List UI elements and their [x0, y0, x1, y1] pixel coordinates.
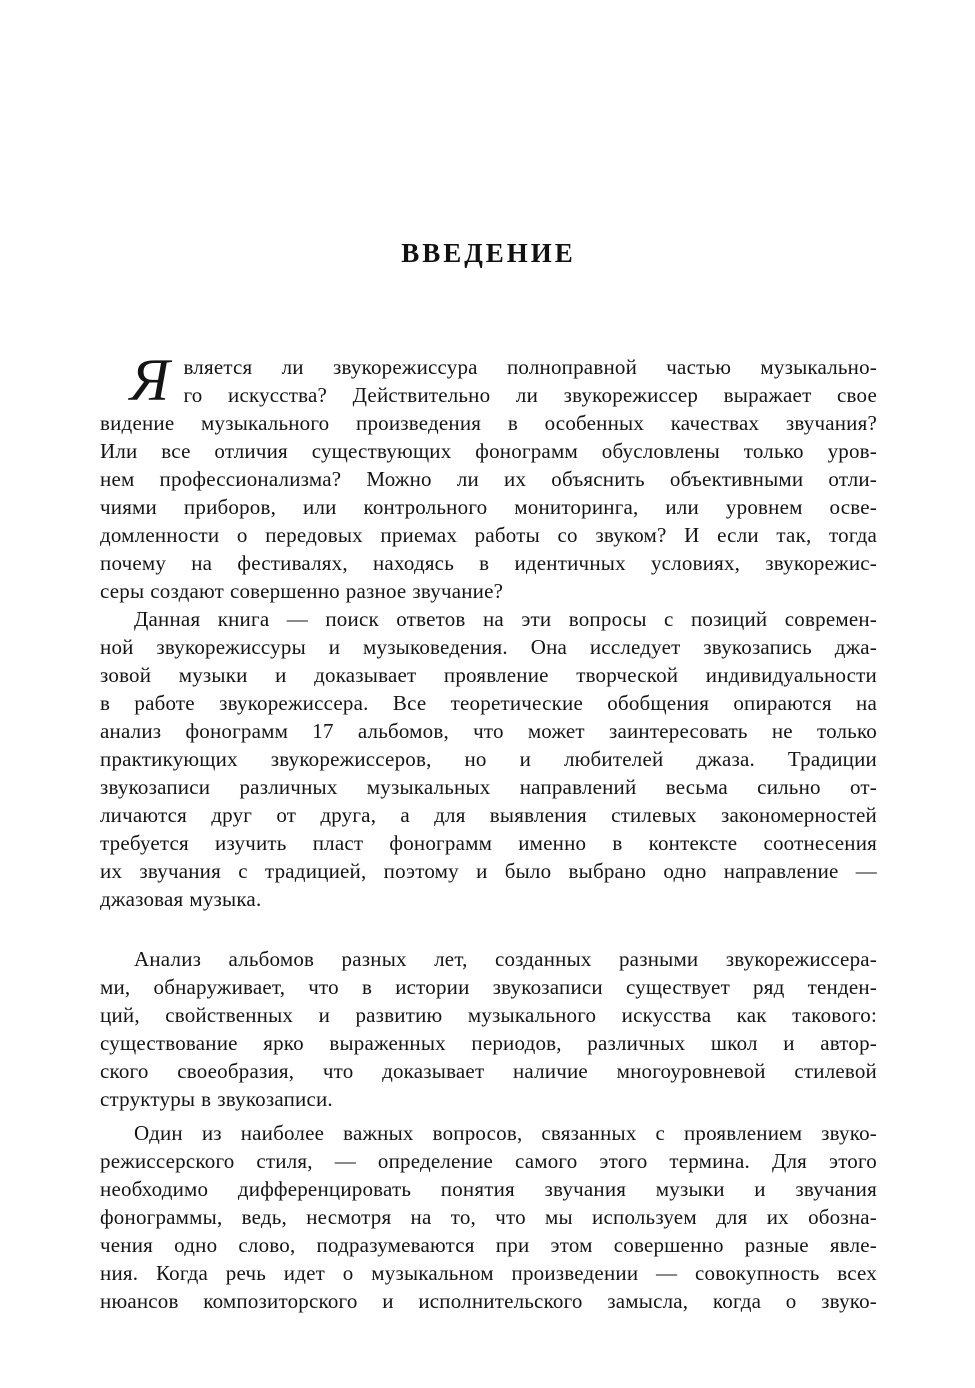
text-line: серы создают совершенно разное звучание?: [100, 579, 504, 603]
text-line: их звучания с традицией, поэтому и было выбрано одно направление —: [100, 859, 877, 883]
text-line: домленности о передовых приемах работы со звуком? И если так, тогда: [100, 523, 877, 547]
text-line: зовой музыки и доказывает проявление творческой индивидуальности: [100, 663, 877, 687]
text-line: анализ фонограмм 17 альбомов, что может заинтересовать не только: [100, 719, 877, 743]
text-line: ми, обнаруживает, что в истории звукозаписи существует ряд тенден-: [100, 975, 877, 999]
text-line: чения одно слово, подразумеваются при этом совершенно разные явле-: [100, 1233, 877, 1257]
text-line: вляется ли звукорежиссура полноправной частью музыкально-: [183, 355, 877, 379]
text-line: нем профессионализма? Можно ли их объяснить объективными отли-: [100, 467, 877, 491]
text-line: необходимо дифференцировать понятия звучания музыки и звучания: [100, 1177, 877, 1201]
drop-cap: Я: [130, 347, 170, 413]
text-line: звукозаписи различных музыкальных направлений весьма сильно от-: [100, 775, 877, 799]
paragraph: [100, 945, 877, 1113]
text-line: ций, свойственных и развитию музыкального искусства как такового:: [100, 1003, 877, 1027]
text-line: Один из наиболее важных вопросов, связанных с проявлением звуко-: [134, 1121, 877, 1145]
text-line: в работе звукорежиссера. Все теоретические обобщения опираются на: [100, 691, 877, 715]
text-line: структуры в звукозаписи.: [100, 1087, 333, 1111]
text-line: личаются друг от друга, а для выявления стилевых закономерностей: [100, 803, 877, 827]
paragraph: [100, 1119, 877, 1315]
paragraph: [100, 347, 877, 605]
text-line: видение музыкального произведения в особенных качествах звучания?: [100, 411, 877, 435]
text-line: чиями приборов, или контрольного мониторинга, или уровнем осве-: [100, 495, 877, 519]
body-text: [100, 347, 877, 1315]
text-line: почему на фестивалях, находясь в идентичных условиях, звукорежис-: [100, 551, 877, 575]
text-line: джазовая музыка.: [100, 887, 262, 911]
text-line: требуется изучить пласт фонограмм именно в контексте соотнесения: [100, 831, 877, 855]
text-line: практикующих звукорежиссеров, но и любителей джаза. Традиции: [100, 747, 877, 771]
text-line: фонограммы, ведь, несмотря на то, что мы используем для их обозна-: [100, 1205, 877, 1229]
text-line: ной звукорежиссуры и музыковедения. Она исследует звукозапись джа-: [100, 635, 877, 659]
text-line: режиссерского стиля, — определение самого этого термина. Для этого: [100, 1149, 877, 1173]
text-line: го искусства? Действительно ли звукорежиссер выражает свое: [183, 383, 877, 407]
text-line: Данная книга — поиск ответов на эти вопросы с позиций современ-: [134, 607, 877, 631]
text-line: ния. Когда речь идет о музыкальном произведении — совокупность всех: [100, 1261, 877, 1285]
text-line: Или все отличия существующих фонограмм обусловлены только уров-: [100, 439, 877, 463]
paragraph: [100, 605, 877, 913]
text-line: ского своеобразия, что доказывает наличие многоуровневой стилевой: [100, 1059, 877, 1083]
text-line: нюансов композиторского и исполнительского замысла, когда о звуко-: [100, 1289, 877, 1313]
chapter-title: ВВЕДЕНИЕ: [401, 238, 576, 268]
text-line: Анализ альбомов разных лет, созданных разными звукорежиссера-: [134, 947, 877, 971]
text-line: существование ярко выраженных периодов, различных школ и автор-: [100, 1031, 877, 1055]
